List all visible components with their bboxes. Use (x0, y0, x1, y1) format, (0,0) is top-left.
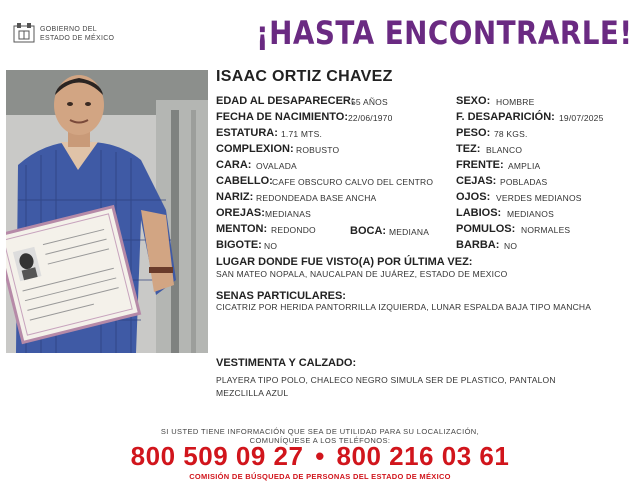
menton-label: MENTON: (216, 223, 268, 235)
frente-label: FRENTE: (456, 159, 504, 171)
frente-value: AMPLIA (508, 161, 541, 171)
commission-name: COMISIÓN DE BÚSQUEDA DE PERSONAS DEL ESTADO DE MÉXICO (189, 472, 451, 481)
labios-label: LABIOS: (456, 207, 502, 219)
nacimiento-value: 22/06/1970 (348, 113, 393, 123)
nacimiento-label: FECHA DE NACIMIENTO: (216, 111, 348, 123)
boca-label: BOCA: (350, 225, 387, 237)
cejas-label: CEJAS: (456, 175, 497, 187)
complexion-label: COMPLEXION: (216, 143, 294, 155)
desaparicion-label: F. DESAPARICIÓN: (456, 111, 555, 123)
clothing-line1: PLAYERA TIPO POLO, CHALECO NEGRO SIMULA SER DE PLASTICO, PANTALON (216, 375, 556, 385)
last-seen-label: LUGAR DONDE FUE VISTO(A) POR ÚLTIMA VEZ: (216, 256, 473, 268)
edad-label: EDAD AL DESAPARECER: (216, 95, 355, 107)
labios-value: MEDIANOS (507, 209, 554, 219)
cabello-label: CABELLO: (216, 175, 273, 187)
phone-number-2[interactable]: 800 216 03 61 (336, 441, 510, 471)
state-emblem-icon (12, 22, 36, 44)
cejas-value: POBLADAS (500, 177, 548, 187)
orejas-value: MEDIANAS (265, 209, 311, 219)
marks-value: CICATRIZ POR HERIDA PANTORRILLA IZQUIERDA, LUNAR ESPALDA BAJA TIPO MANCHA (216, 302, 592, 312)
pomulos-label: POMULOS: (456, 223, 516, 235)
nariz-value: REDONDEADA BASE ANCHA (256, 193, 377, 203)
peso-label: PESO: (456, 127, 491, 139)
barba-label: BARBA: (456, 239, 500, 251)
tez-label: TEZ: (456, 143, 481, 155)
estatura-value: 1.71 MTS. (281, 129, 323, 139)
estatura-label: ESTATURA: (216, 127, 278, 139)
gov-logo-line2: ESTADO DE MÉXICO (40, 35, 115, 42)
menton-value: REDONDO (271, 225, 316, 235)
sexo-value: HOMBRE (496, 97, 535, 107)
phone-number-1[interactable]: 800 509 09 27 (130, 441, 304, 471)
barba-value: NO (504, 241, 518, 251)
ojos-value: VERDES MEDIANOS (496, 193, 582, 203)
person-name: ISAAC ORTIZ CHAVEZ (216, 68, 393, 85)
orejas-label: OREJAS: (216, 207, 265, 219)
edad-value: 55 AÑOS (351, 97, 388, 107)
bigote-value: NO (264, 241, 278, 251)
marks-label: SENAS PARTICULARES: (216, 290, 346, 302)
last-seen-value: SAN MATEO NOPALA, NAUCALPAN DE JUÁREZ, ESTADO DE MEXICO (216, 269, 508, 279)
gov-logo-line1: GOBIERNO DEL (40, 26, 97, 33)
person-photo (6, 70, 208, 353)
contact-info-line1: SI USTED TIENE INFORMACIÓN QUE SEA DE UTILIDAD PARA SU LOCALIZACIÓN, (160, 427, 480, 436)
pomulos-value: NORMALES (521, 225, 571, 235)
phone-numbers (0, 441, 640, 472)
clothing-line2: MEZCLILLA AZUL (216, 388, 289, 398)
clothing-label: VESTIMENTA Y CALZADO: (216, 357, 357, 369)
cara-value: OVALADA (256, 161, 297, 171)
ojos-label: OJOS: (456, 191, 491, 203)
cabello-value: CAFE OBSCURO CALVO DEL CENTRO (272, 177, 434, 187)
peso-value: 78 KGS. (494, 129, 528, 139)
nariz-label: NARIZ: (216, 191, 254, 203)
contact-info-line2: COMUNÍQUESE A LOS TELÉFONOS: (249, 436, 391, 445)
sexo-label: SEXO: (456, 95, 491, 107)
tez-value: BLANCO (486, 145, 523, 155)
headline: ¡HASTA ENCONTRARLE! (256, 14, 633, 52)
bigote-label: BIGOTE: (216, 239, 262, 251)
cara-label: CARA: (216, 159, 252, 171)
phone-separator: • (315, 441, 325, 471)
boca-value: MEDIANA (389, 227, 430, 237)
desaparicion-value: 19/07/2025 (559, 113, 604, 123)
complexion-value: ROBUSTO (296, 145, 340, 155)
